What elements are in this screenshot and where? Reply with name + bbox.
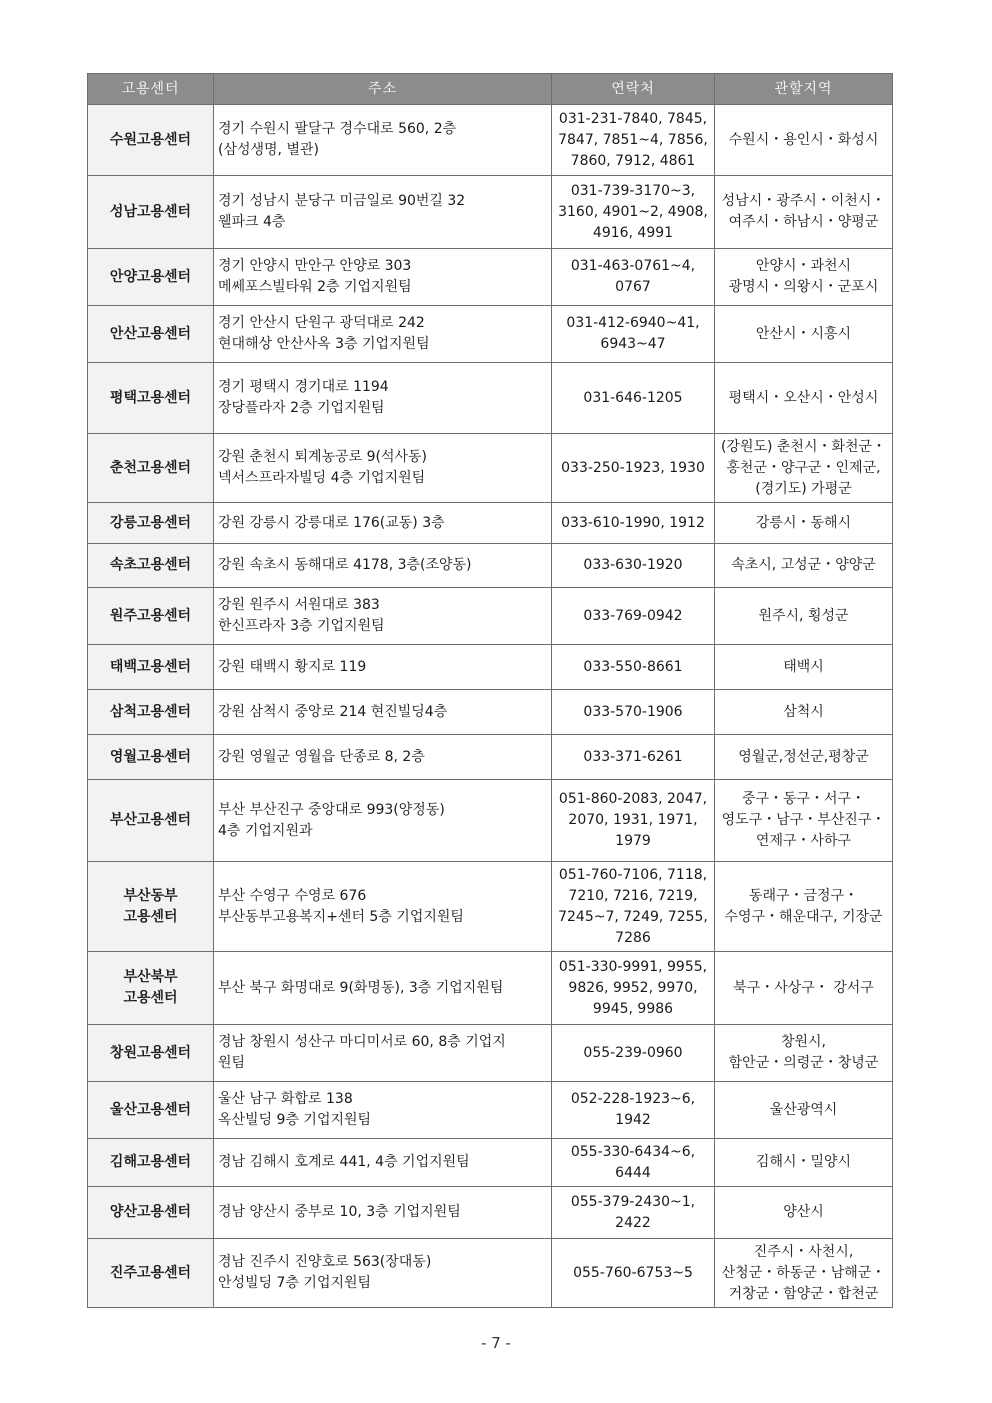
table-row [88,952,893,1025]
center-region [715,780,893,862]
center-address [214,1082,552,1139]
center-region-line: 연제구・사하구 [755,833,852,849]
center-address-line: 강원 강릉시 강릉대로 176(교동) 3층 [218,514,445,531]
center-contact [552,363,715,434]
center-contact-line: 7847, 7851~4, 7856, [558,131,708,148]
center-region [715,1187,893,1239]
center-name-line: 안산고용센터 [109,325,192,342]
center-address-line: 부산동부고용복지+센터 5층 기업지원팀 [218,908,464,925]
center-name-line: 평택고용센터 [109,389,192,406]
center-address-line: 웰파크 4층 [218,214,286,230]
center-region-line: (경기도) 가평군 [755,480,852,497]
center-region-line: 수원시・용인시・화성시 [728,131,879,148]
center-region [715,105,893,176]
center-name [88,306,214,363]
center-region [715,952,893,1025]
center-address [214,105,552,176]
center-region [715,503,893,544]
center-region-line: (강원도) 춘천시・화천군・ [720,438,887,455]
center-address [214,645,552,690]
center-name-line: 양산고용센터 [109,1204,192,1220]
center-name-line: 부산고용센터 [109,812,192,828]
center-region-line: 거창군・함양군・합천군 [728,1285,879,1302]
center-address-line: 강원 영월군 영월읍 단종로 8, 2층 [218,748,425,765]
center-name [88,735,214,780]
center-address [214,363,552,434]
center-address-line: 경남 양산시 중부로 10, 3층 기업지원팀 [218,1204,461,1220]
table-row [88,503,893,544]
center-contact [552,862,715,952]
center-address-line: 경기 안산시 단원구 광덕대로 242 [218,315,425,331]
center-address-line: 부산 수영구 수영로 676 [218,887,367,904]
center-region-line: 강릉시・동해시 [755,514,852,531]
center-region-line: 평택시・오산시・안성시 [728,389,879,406]
center-name [88,952,214,1025]
center-region-line: 창원시, [780,1034,827,1050]
center-name [88,645,214,690]
center-contact-line: 031-231-7840, 7845, [558,110,708,127]
center-name [88,363,214,434]
center-address-line: 장당플라자 2층 기업지원팀 [218,400,385,416]
center-contact-line: 031-412-6940~41, [566,315,700,331]
center-contact-line: 9945, 9986 [592,1000,674,1017]
center-name [88,1239,214,1308]
center-address-line: 강원 원주시 서원대로 383 [218,597,380,613]
center-name-line: 창원고용센터 [109,1044,192,1061]
center-address-line: 강원 태백시 황지로 119 [218,658,367,675]
center-region-line: 김해시・밀양시 [755,1154,852,1170]
center-contact-line: 051-330-9991, 9955, [558,958,708,975]
center-region-line: 양산시 [783,1204,824,1220]
center-address [214,503,552,544]
center-name [88,1025,214,1082]
center-contact-line: 051-860-2083, 2047, [558,791,708,807]
center-contact-line: 1942 [615,1112,651,1128]
center-address [214,1025,552,1082]
center-name-line: 부산동부 [123,887,178,904]
employment-center-table [87,73,893,1308]
center-contact [552,503,715,544]
center-region [715,1082,893,1139]
center-region-line: 여주시・하남시・양평군 [728,214,879,230]
header-center: 고용센터 [88,74,214,105]
center-address-line: 넥서스프라자빌딩 4층 기업지원팀 [218,470,426,486]
center-region-line: 영도구・남구・부산진구・ [721,812,886,828]
center-contact-line: 055-239-0960 [583,1044,683,1061]
center-contact-line: 055-330-6434~6, [570,1143,696,1160]
center-contact [552,1082,715,1139]
center-contact-line: 0767 [615,279,651,295]
center-address [214,1239,552,1308]
center-contact-line: 2070, 1931, 1971, [568,812,698,828]
center-address-line: 강원 삼척시 중앙로 214 현진빌딩4층 [218,703,448,720]
center-contact-line: 052-228-1923~6, [570,1091,696,1107]
center-address-line: 경남 진주시 진양호로 563(장대동) [218,1254,432,1270]
center-contact [552,306,715,363]
center-region-line: 북구・사상구・ 강서구 [733,979,874,996]
table-row [88,735,893,780]
center-name-line: 춘천고용센터 [109,459,192,476]
center-name [88,249,214,306]
center-contact-line: 7210, 7216, 7219, [568,887,698,904]
center-contact-line: 031-646-1205 [583,389,683,406]
header-contact: 연락처 [552,74,715,105]
center-contact [552,434,715,503]
table-header-row [88,74,893,105]
center-address [214,588,552,645]
center-contact-line: 055-379-2430~1, [570,1193,696,1210]
center-name-line: 영월고용센터 [109,748,192,765]
center-region-line: 원주시, 횡성군 [758,607,849,624]
center-address-line: 4층 기업지원과 [218,822,313,839]
center-address [214,544,552,588]
center-region [715,544,893,588]
center-address-line: 옥산빌딩 9층 기업지원팀 [218,1112,372,1128]
center-address-line: 강원 춘천시 퇴계농공로 9(석사동) [218,449,427,465]
center-name-line: 진주고용센터 [109,1264,192,1281]
center-contact-line: 031-463-0761~4, [570,258,696,274]
center-contact-line: 033-769-0942 [583,607,683,624]
center-region-line: 동래구・금정구・ [748,887,859,904]
center-contact [552,1239,715,1308]
table-row [88,434,893,503]
center-name [88,434,214,503]
center-address [214,1187,552,1239]
header-region: 관할지역 [715,74,893,105]
center-contact [552,1139,715,1187]
table-row [88,690,893,735]
center-name [88,1082,214,1139]
center-address [214,249,552,306]
center-contact-line: 3160, 4901~2, 4908, [558,203,708,220]
table-row [88,780,893,862]
center-contact-line: 033-610-1990, 1912 [561,514,705,531]
center-contact [552,690,715,735]
center-name-line: 삼척고용센터 [109,703,192,720]
center-address [214,434,552,503]
center-contact-line: 7286 [615,929,651,946]
center-name [88,503,214,544]
center-contact-line: 6444 [615,1164,651,1181]
center-region [715,176,893,249]
center-name [88,105,214,176]
center-contact-line: 7860, 7912, 4861 [570,152,696,169]
table-body [88,105,893,1308]
table-row [88,249,893,306]
center-name-line: 울산고용센터 [109,1101,192,1118]
center-region [715,306,893,363]
table-row [88,1239,893,1308]
center-name [88,1187,214,1239]
table-row [88,1082,893,1139]
center-region [715,690,893,735]
center-region-line: 속초시, 고성군・양양군 [731,557,876,573]
center-name [88,1139,214,1187]
center-contact-line: 033-250-1923, 1930 [561,459,705,476]
center-contact-line: 055-760-6753~5 [573,1264,693,1281]
center-contact-line: 033-630-1920 [583,557,683,573]
center-region [715,434,893,503]
center-name-line: 수원고용센터 [109,131,192,148]
center-name-line: 태백고용센터 [109,658,192,675]
center-contact [552,544,715,588]
center-region [715,363,893,434]
center-contact [552,1187,715,1239]
center-contact-line: 6943~47 [600,336,666,352]
center-contact-line: 4916, 4991 [592,224,674,241]
center-name [88,544,214,588]
center-contact-line: 2422 [615,1214,651,1231]
center-address-line: 원팀 [218,1055,246,1071]
table-row [88,176,893,249]
center-region-line: 수영구・해운대구, 기장군 [724,908,883,925]
center-contact [552,249,715,306]
center-contact-line: 051-760-7106, 7118, [558,866,708,883]
center-contact [552,105,715,176]
center-address [214,735,552,780]
table-row [88,588,893,645]
center-address-line: 부산 북구 화명대로 9(화명동), 3층 기업지원팀 [218,979,504,996]
center-contact-line: 1979 [615,833,651,849]
center-address-line: 메쎄포스빌타워 2층 기업지원팀 [218,279,412,295]
header-address: 주소 [214,74,552,105]
center-region-line: 성남시・광주시・이천시・ [721,193,886,209]
center-region-line: 안양시・과천시 [755,258,852,274]
center-address [214,1139,552,1187]
table-row [88,105,893,176]
center-region [715,735,893,780]
center-name-line: 안양고용센터 [109,268,192,285]
center-region-line: 안산시・시흥시 [755,325,852,342]
center-name-line: 고용센터 [123,908,178,925]
center-address-line: 경남 김해시 호계로 441, 4층 기업지원팀 [218,1154,470,1170]
center-address [214,690,552,735]
center-contact [552,735,715,780]
center-address [214,306,552,363]
center-region-line: 영월군,정선군,평창군 [738,748,869,765]
center-contact-line: 033-570-1906 [583,703,683,720]
table-row [88,544,893,588]
center-address-line: 경기 평택시 경기대로 1194 [218,379,389,395]
center-contact [552,645,715,690]
center-address-line: 울산 남구 화합로 138 [218,1091,353,1107]
center-region [715,1239,893,1308]
center-region [715,1025,893,1082]
center-address-line: (삼성생명, 별관) [218,142,319,158]
center-contact [552,176,715,249]
center-contact-line: 033-550-8661 [583,658,683,675]
center-address-line: 경기 수원시 팔달구 경수대로 560, 2층 [218,121,457,137]
center-contact [552,780,715,862]
center-contact-line: 033-371-6261 [583,748,683,765]
center-contact [552,588,715,645]
table-row [88,862,893,952]
center-address-line: 부산 부산진구 중앙대로 993(양정동) [218,801,445,818]
center-region-line: 태백시 [783,658,824,675]
center-address [214,862,552,952]
center-region-line: 산청군・하동군・남해군・ [721,1264,886,1281]
center-address [214,780,552,862]
center-address-line: 경기 안양시 만안구 안양로 303 [218,258,412,274]
center-name [88,780,214,862]
center-address [214,176,552,249]
center-region-line: 진주시・사천시, [753,1243,854,1260]
center-contact-line: 9826, 9952, 9970, [568,979,698,996]
table-row [88,645,893,690]
table-row [88,1139,893,1187]
center-name-line: 부산북부 [123,969,178,985]
center-address-line: 경남 창원시 성산구 마디미서로 60, 8층 기업지 [218,1034,506,1050]
center-name [88,862,214,952]
table-row [88,1187,893,1239]
center-region [715,862,893,952]
table-row [88,363,893,434]
center-name-line: 속초고용센터 [109,557,192,573]
center-region-line: 광명시・의왕시・군포시 [728,279,879,295]
center-name-line: 고용센터 [123,990,178,1006]
center-address-line: 현대해상 안산사옥 3층 기업지원팀 [218,336,430,352]
table-row [88,306,893,363]
center-region-line: 울산광역시 [769,1101,838,1118]
center-contact-line: 031-739-3170~3, [570,182,696,199]
table-row [88,1025,893,1082]
center-name-line: 강릉고용센터 [109,514,192,531]
center-address [214,952,552,1025]
center-region-line: 함안군・의령군・창녕군 [728,1055,879,1071]
center-address-line: 안성빌딩 7층 기업지원팀 [218,1275,372,1291]
center-region-line: 중구・동구・서구・ [741,791,866,807]
center-region [715,588,893,645]
center-region [715,645,893,690]
page-number: - 7 - [481,1334,511,1352]
center-contact [552,952,715,1025]
center-address-line: 경기 성남시 분당구 미금일로 90번길 32 [218,193,466,209]
center-name [88,588,214,645]
center-region-line: 홍천군・양구군・인제군, [726,459,881,476]
center-name-line: 원주고용센터 [109,607,192,624]
center-name-line: 김해고용센터 [109,1154,192,1170]
center-address-line: 한신프라자 3층 기업지원팀 [218,618,385,634]
center-contact-line: 7245~7, 7249, 7255, [558,908,708,925]
center-region-line: 삼척시 [783,703,824,720]
center-contact [552,1025,715,1082]
center-name [88,176,214,249]
center-region [715,249,893,306]
center-address-line: 강원 속초시 동해대로 4178, 3층(조양동) [218,557,472,573]
center-name [88,690,214,735]
center-region [715,1139,893,1187]
center-name-line: 성남고용센터 [109,203,192,220]
